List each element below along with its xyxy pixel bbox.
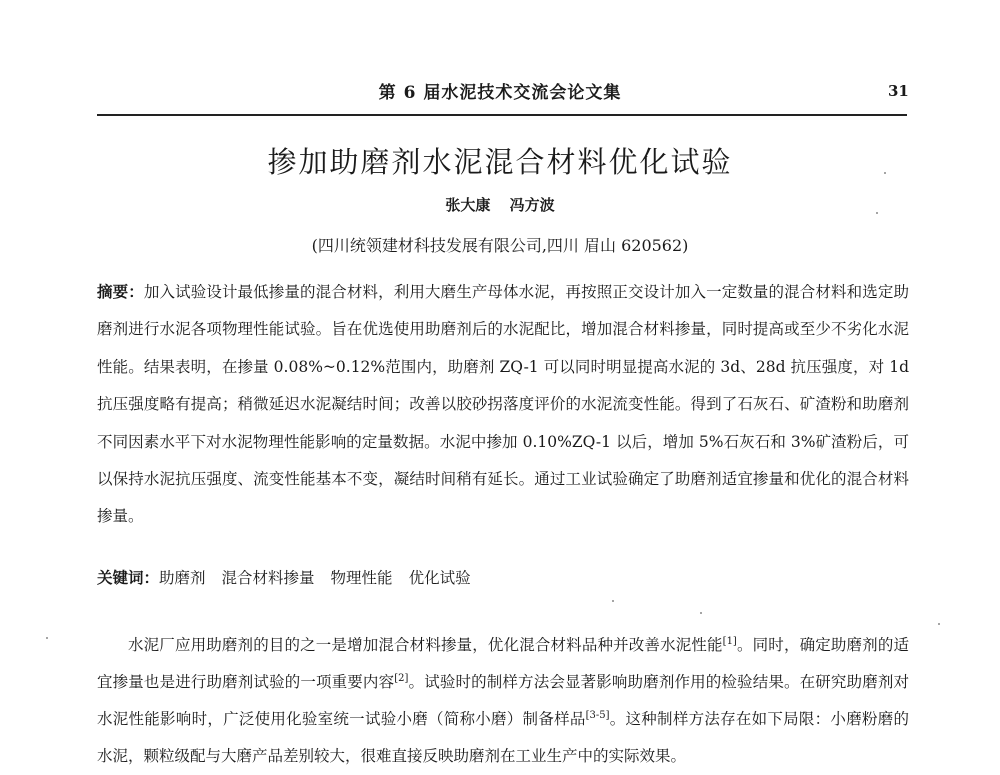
- citation: [1]: [722, 635, 737, 647]
- abstract-text: 加入试验设计最低掺量的混合材料，利用大磨生产母体水泥，再按照正交设计加入一定数量的混合材料和选定助磨剂进行水泥各项物理性能试验。旨在优选使用助磨剂后的水泥配比，增加混合材料掺量，同时提高或至少不劣化水泥性能。结果表明，在掺量 0.08%~0.12%范围内，助磨剂 ZQ-1 可以同时明显提高水泥的 3d、28d 抗压强度，对 1d 抗压强度略有提高；稍微延迟水泥凝结时间；改善以胶砂拐落度评价的水泥流变性能。得到了石灰石、矿渣粉和助磨剂不同因素水平下对水泥物理性能影响的定量数据。水泥中掺加 0.10%ZQ-1 以后，增加 5%石灰石和 3%矿渣粉后，可以保持水泥抗压强度、流变性能基本不变，凝结时间稍有延长。通过工业试验确定了助磨剂适宜掺量和优化的混合材料掺量。: [97, 283, 909, 526]
- keywords-label: 关键词：: [97, 568, 160, 587]
- scan-speck: [46, 637, 48, 639]
- authors: 张大康 冯方波: [445, 196, 555, 214]
- paper-title: 掺加助磨剂水泥混合材料优化试验: [267, 145, 733, 179]
- keywords: [97, 565, 909, 591]
- scan-speck: [938, 623, 940, 625]
- keyword: 物理性能: [330, 569, 393, 587]
- intro-paragraph: [97, 627, 909, 775]
- abstract-label: 摘要：: [97, 282, 144, 301]
- intro-text: 水泥厂应用助磨剂的目的之一是增加混合材料掺量，优化混合材料品种并改善水泥性能: [128, 636, 723, 654]
- scan-speck: [884, 172, 886, 174]
- scan-speck: [612, 600, 614, 602]
- page-number: 31: [888, 82, 909, 100]
- intro-text: 。同时，确定助磨剂的适宜掺量也是进行助磨剂试验的一项重要内容: [97, 636, 909, 691]
- proceedings-title: 第 6 届水泥技术交流会论文集: [378, 83, 622, 103]
- keyword: 优化试验: [408, 569, 471, 587]
- scan-speck: [700, 612, 702, 614]
- affiliation: (四川统领建材科技发展有限公司,四川 眉山 620562): [311, 236, 689, 255]
- keyword: 混合材料掺量: [221, 569, 315, 587]
- abstract: [97, 273, 909, 536]
- intro-text: 。这种制样方法存在如下局限：小磨粉磨的水泥，颗粒级配与大磨产品差别较大，很难直接反映助磨剂在工业生产中的实际效果。: [97, 710, 909, 765]
- citation: [3-5]: [585, 709, 610, 721]
- header-rule: [97, 114, 907, 116]
- keyword: 助磨剂: [159, 569, 206, 587]
- citation: [2]: [394, 672, 409, 684]
- intro-text: 。试验时的制样方法会显著影响助磨剂作用的检验结果。在研究助磨剂对水泥性能影响时，广泛使用化验室统一试验小磨（简称小磨）制备样品: [97, 673, 909, 728]
- scan-speck: [876, 212, 878, 214]
